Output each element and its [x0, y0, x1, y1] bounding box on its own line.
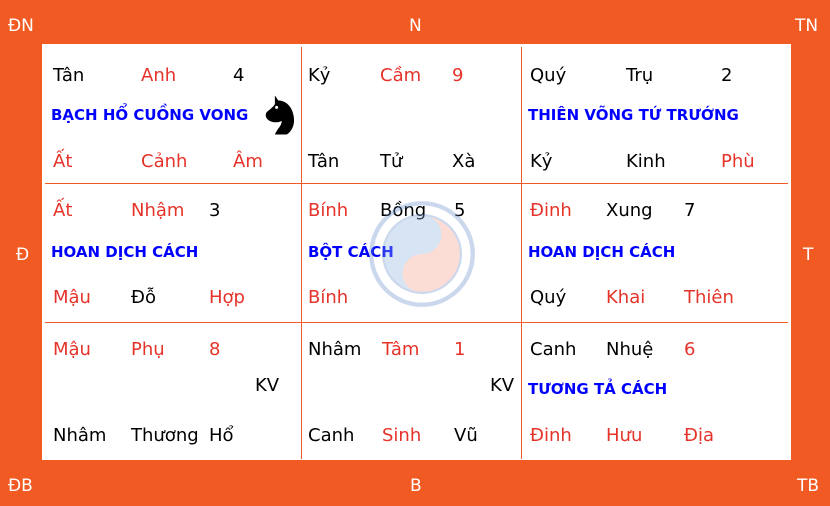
cell-bottom-text: Tử [380, 151, 403, 172]
cell-bottom-text: Phù [721, 151, 755, 172]
cell-top-text: Đinh [530, 200, 572, 221]
cell-top-text: Nhuệ [606, 339, 654, 360]
cell-bottom-text: Âm [233, 151, 263, 172]
cell-top-text: Xung [606, 200, 653, 221]
palace-cell-9 [522, 323, 788, 459]
cell-top-text: Ất [53, 200, 73, 221]
palace-cell-6 [522, 184, 788, 323]
cell-top-text: Trụ [626, 65, 654, 86]
cell-bottom-text: Nhâm [53, 425, 107, 446]
cell-bottom-text: Hợp [209, 287, 245, 308]
cell-top-text: Bồng [380, 200, 427, 221]
direction-south-label: B [410, 476, 422, 496]
cell-top-text: Nhâm [308, 339, 362, 360]
pattern-name: BẠCH HỔ CUỒNG VONG [51, 106, 249, 124]
direction-northeast-label: TN [795, 16, 819, 36]
cell-top-text: Kỷ [308, 65, 331, 86]
direction-west-label: Đ [16, 245, 30, 265]
cell-bottom-text: Mậu [53, 287, 91, 308]
kv-marker: KV [490, 375, 515, 396]
cell-bottom-text: Xà [452, 151, 476, 172]
cell-bottom-text: Vũ [454, 425, 478, 446]
palace-cell-2 [302, 47, 522, 184]
cell-top-text: 9 [452, 65, 464, 86]
direction-southeast-label: TB [797, 476, 820, 496]
cell-top-text: Tân [53, 65, 85, 86]
pattern-name: BỘT CÁCH [308, 243, 394, 261]
cell-bottom-text: Hưu [606, 425, 643, 446]
pattern-name: HOAN DỊCH CÁCH [51, 243, 199, 261]
cell-bottom-text: Đinh [530, 425, 572, 446]
pattern-name: THIÊN VÕNG TỨ TRƯỚNG [528, 106, 739, 124]
cell-bottom-text: Canh [308, 425, 355, 446]
direction-northwest-label: ĐN [8, 16, 34, 36]
cell-top-text: 7 [684, 200, 696, 221]
cell-bottom-text: Hổ [209, 425, 234, 446]
cell-bottom-text: Kinh [626, 151, 666, 172]
horse-icon [263, 93, 297, 137]
cell-top-text: Phụ [131, 339, 165, 360]
direction-southwest-label: ĐB [8, 476, 33, 496]
cell-bottom-text: Bính [308, 287, 349, 308]
palace-cell-7 [45, 323, 302, 459]
cell-top-text: 4 [233, 65, 245, 86]
palace-cell-4 [45, 184, 302, 323]
cell-bottom-text: Thương [131, 425, 199, 446]
cell-top-text: 5 [454, 200, 466, 221]
cell-top-text: Bính [308, 200, 349, 221]
cell-top-text: 6 [684, 339, 696, 360]
cell-top-text: Mậu [53, 339, 91, 360]
palace-cell-8 [302, 323, 522, 459]
cell-bottom-text: Kỷ [530, 151, 553, 172]
cell-bottom-text: Thiên [684, 287, 734, 308]
cell-bottom-text: Tân [308, 151, 340, 172]
cell-top-text: Nhậm [131, 200, 185, 221]
cell-top-text: 8 [209, 339, 221, 360]
cell-top-text: 2 [721, 65, 733, 86]
cell-bottom-text: Địa [684, 425, 714, 446]
cell-top-text: Canh [530, 339, 577, 360]
direction-east-label: T [803, 245, 814, 265]
cell-bottom-text: Ất [53, 151, 73, 172]
cell-top-text: Anh [141, 65, 177, 86]
cell-top-text: Quý [530, 65, 567, 86]
cell-top-text: 1 [454, 339, 466, 360]
pattern-name: HOAN DỊCH CÁCH [528, 243, 676, 261]
cell-top-text: Cầm [380, 65, 422, 86]
kv-marker: KV [255, 375, 280, 396]
watermark-logo-icon [368, 200, 476, 308]
cell-bottom-text: Sinh [382, 425, 422, 446]
cell-top-text: Tâm [382, 339, 420, 360]
pattern-name: TƯƠNG TẢ CÁCH [528, 380, 668, 398]
direction-north-label: N [409, 16, 422, 36]
palace-cell-3 [522, 47, 788, 184]
palace-cell-1 [45, 47, 302, 184]
cell-top-text: 3 [209, 200, 221, 221]
cell-bottom-text: Khai [606, 287, 646, 308]
cell-bottom-text: Cảnh [141, 151, 188, 172]
cell-bottom-text: Đỗ [131, 287, 156, 308]
cell-bottom-text: Quý [530, 287, 567, 308]
